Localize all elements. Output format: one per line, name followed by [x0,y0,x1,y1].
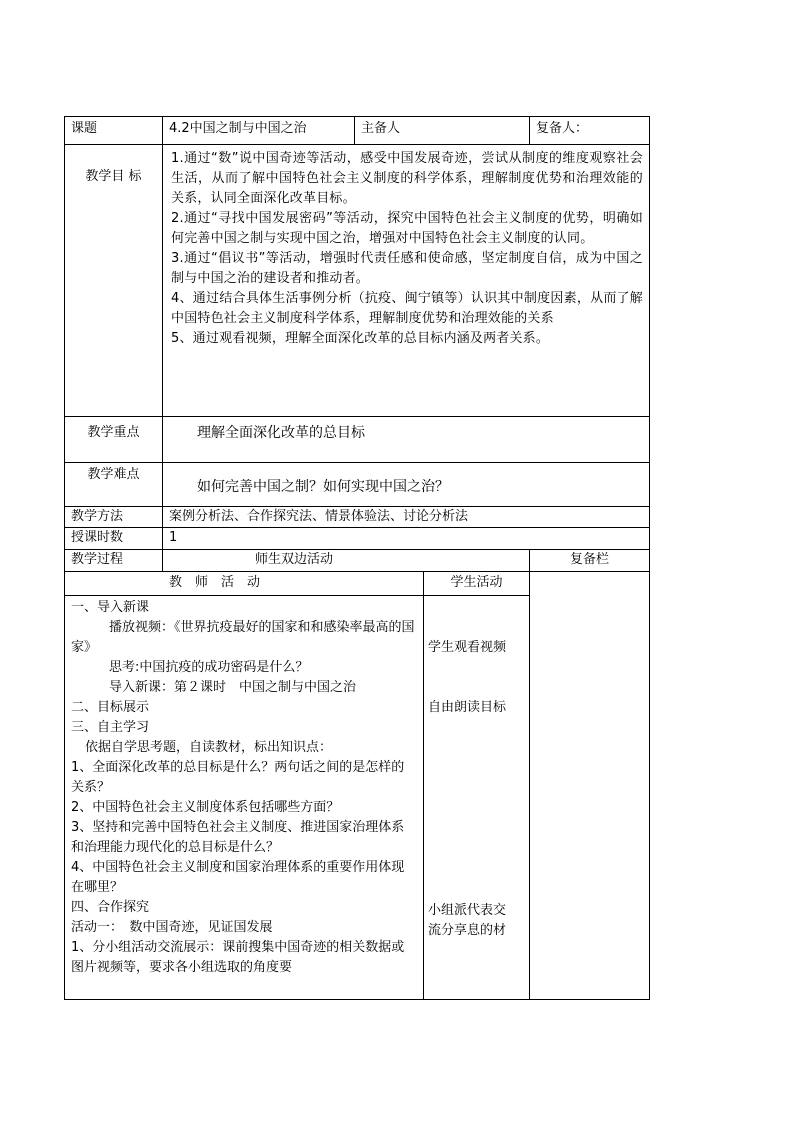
activity-line-text: 播放视频：《世界抗疫最好的国家和和感染率最高的国家》 [71,620,415,655]
question-line: 4、中国特色社会主义制度和国家治理体系的重要作用体现在哪里？ [71,860,405,895]
process-label: 教学过程 [65,550,163,572]
method-label: 教学方法 [65,507,163,528]
activities-label: 师生双边活动 [163,550,530,572]
key-point-value: 理解全面深化改革的总目标 [163,417,650,463]
activity-line: 思考:中国抗疫的成功密码是什么？ [109,660,309,675]
goal-item: 4、通过结合具体生活事例分析（抗疫、闽宁镇等）认识其中制度因素，从而了解中国特色社会主义制度科学体系，理解制度优势和治理效能的关系 [171,291,644,326]
student-activity-content [424,596,530,1000]
question-line: 3、坚持和完善中国特色社会主义制度、推进国家治理体系和治理能力现代化的总目标是什么？ [71,820,405,855]
student-line: 小组派代表交流分享息的材 [428,903,507,938]
co-preparer-label: 复备人： [530,117,650,145]
activity-line: 导入新课：第２课时 中国之制与中国之治 [109,680,357,695]
section-heading: 三、自主学习 [71,720,150,735]
section-heading: 二、目标展示 [71,700,150,715]
activity-line: 依据自学思考题，自读教材，标出知识点： [85,740,333,755]
goal-item: 3.通过“倡议书”等活动，增强时代责任感和使命感，坚定制度自信，成为中国之制与中国之治的建设者和推动者。 [171,251,644,286]
question-line: 1、全面深化改革的总目标是什么？两句话之间的是怎样的关系？ [71,760,405,795]
teacher-activity-content [65,596,424,1000]
student-line: 学生观看视频 [428,640,507,655]
preparer-label: 主备人 [355,117,530,145]
difficulty-label: 教学难点 [65,463,163,507]
hours-value: 1 [163,528,650,550]
question-line: 2、中国特色社会主义制度体系包括哪些方面？ [71,800,340,815]
goal-item: 5、通过观看视频，理解全面深化改革的总目标内涵及两者关系。 [171,331,550,346]
method-value: 案例分析法、合作探究法、情景体验法、讨论分析法 [163,507,650,528]
hours-label: 授课时数 [65,528,163,550]
review-column [530,572,650,1000]
activity-line [71,618,417,658]
goals-label: 教学目 标 [65,145,163,417]
goal-item: 1.通过“数”说中国奇迹等活动，感受中国发展奇迹，尝试从制度的维度观察社会生活，从而了解中国特色社会主义制度的科学体系，理解制度优势和治理效能的关系，认同全面深化改革目标。 [171,151,644,206]
goals-content [163,145,650,417]
section-heading: 一、导入新课 [71,600,150,615]
review-label: 复备栏 [530,550,650,572]
section-heading: 四、合作探究 [71,900,150,915]
goal-item: 2.通过“寻找中国发展密码”等活动，探究中国特色社会主义制度的优势，明确如何完善中国之制与实现中国之治，增强对中国特色社会主义制度的认同。 [171,211,644,246]
topic-label: 课题 [65,117,163,145]
activity-line: 活动一： 数中国奇迹，见证国发展 [71,920,273,935]
lesson-plan-table [64,116,650,1000]
difficulty-value: 如何完善中国之制？如何实现中国之治？ [163,463,650,507]
key-point-label: 教学重点 [65,417,163,463]
teacher-activity-label: 教 师 活 动 [65,572,424,596]
topic-value: 4.2中国之制与中国之治 [163,117,355,145]
activity-line: 1、分小组活动交流展示：课前搜集中国奇迹的相关数据或图片视频等，要求各小组选取的角度要 [71,940,405,975]
student-activity-label: 学生活动 [424,572,530,596]
student-line: 自由朗读目标 [428,700,507,715]
